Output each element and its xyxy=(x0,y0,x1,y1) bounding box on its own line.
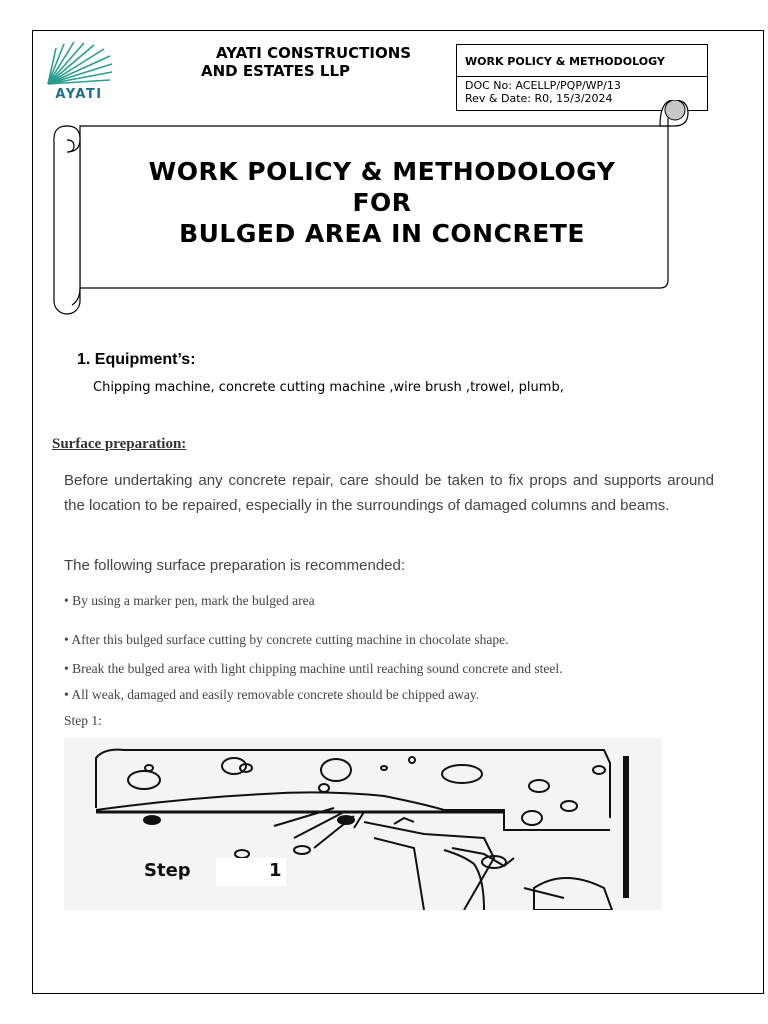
surface-paragraph-1: Before undertaking any concrete repair, care should be taken to fix props and supports around the location to be repaired, especially in the surroundings of damaged columns and beams. xyxy=(64,472,714,514)
title-line1: WORK POLICY & METHODOLOGY xyxy=(148,157,616,186)
logo-text: AYATI xyxy=(55,87,103,102)
doc-title: WORK POLICY & METHODOLOGY xyxy=(465,55,665,68)
company-name-line2: AND ESTATES LLP xyxy=(201,62,351,80)
company-logo xyxy=(44,40,114,102)
step-label: Step 1: xyxy=(64,713,102,728)
revision-date: Rev & Date: R0, 15/3/2024 xyxy=(465,92,613,105)
illustration-caption: Step xyxy=(144,860,191,881)
step-1-illustration xyxy=(64,738,662,910)
doc-info-divider xyxy=(457,76,707,77)
doc-number: DOC No: ACELLP/PQP/WP/13 xyxy=(465,79,621,92)
equipment-list: Chipping machine, concrete cutting machine ,wire brush ,trowel, plumb, xyxy=(93,380,564,395)
bullet-item: • Break the bulged area with light chipping machine until reaching sound concrete and steel. xyxy=(64,661,563,676)
company-name xyxy=(190,44,450,80)
title-line3: BULGED AREA IN CONCRETE xyxy=(179,219,585,248)
equipment-heading: 1. Equipment’s: xyxy=(77,351,196,368)
document-title xyxy=(82,156,682,249)
surface-preparation-heading: Surface preparation: xyxy=(52,436,187,452)
illustration-step-number: 1 xyxy=(269,860,282,881)
bullet-item: • All weak, damaged and easily removable concrete should be chipped away. xyxy=(64,687,480,702)
title-line2: FOR xyxy=(352,188,412,217)
company-name-line1: AYATI CONSTRUCTIONS xyxy=(216,44,412,62)
surface-paragraph-2: The following surface preparation is recommended: xyxy=(64,557,406,574)
bullet-item: • By using a marker pen, mark the bulged area xyxy=(64,593,315,608)
bullet-item: • After this bulged surface cutting by concrete cutting machine in chocolate shape. xyxy=(64,632,509,647)
